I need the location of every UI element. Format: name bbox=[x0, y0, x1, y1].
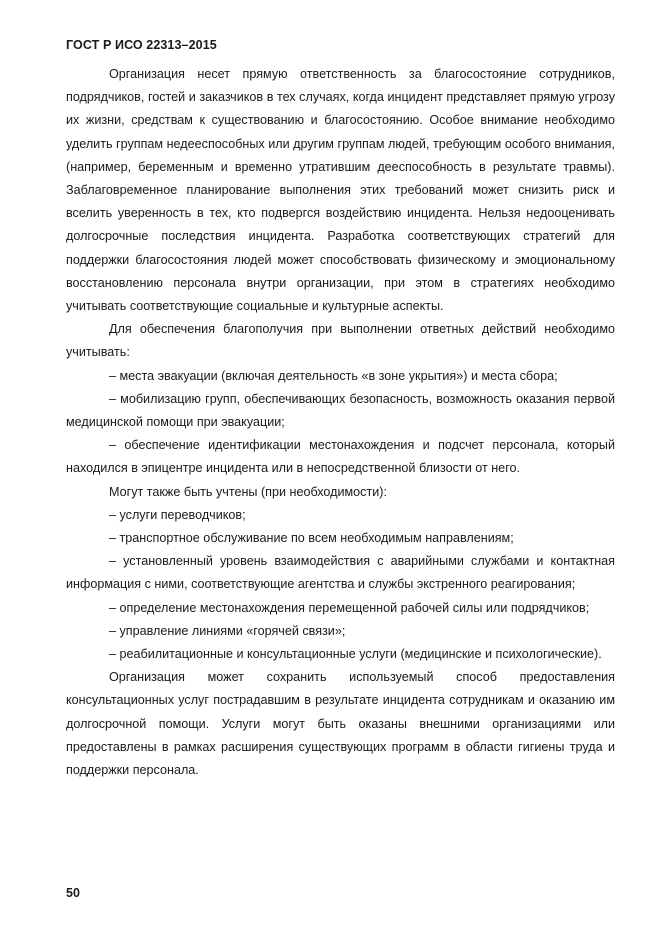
page-number: 50 bbox=[66, 886, 80, 900]
list-item-rehabilitation: – реабилитационные и консультационные услуги (медицинские и психологические). bbox=[109, 647, 602, 662]
list-item-transport: – транспортное обслуживание по всем необходимым направлениям; bbox=[109, 531, 514, 546]
document-header: ГОСТ Р ИСО 22313–2015 bbox=[66, 38, 217, 52]
list-item-evacuation: – места эвакуации (включая деятельность «в зоне укрытия») и места сбора; bbox=[109, 368, 558, 383]
list-item-mobilization: – мобилизацию групп, обеспечивающих безопасность, возможность оказания первой медицинской помощи при эвакуации; bbox=[66, 391, 615, 430]
paragraph-wellbeing-intro: Для обеспечения благополучия при выполнении ответных действий необходимо учитывать: bbox=[66, 322, 615, 360]
list-item-hotline: – управление линиями «горячей связи»; bbox=[109, 623, 346, 638]
paragraph-responsibility: Организация несет прямую ответственность за благосостояние сотрудников, подрядчиков, гостей и заказчиков в тех случаях, когда инцидент представляет прямую угрозу их жизни, средствам к существованию и благосостоянию. Особое внимание необходимо уделить группам недееспособных или другим группам людей, требующим особого внимания, (например, беременным и временно утратившим дееспособность в результате травмы). Заблаговременное планирование выполнения этих требований может снизить риск и вселить уверенность в тех, кто подвергся воздействию инцидента. Нельзя недооценивать долгосрочные последствия инцидента. Разработка соответствующих стратегий для поддержки благосостояния людей может способствовать физическому и эмоциональному восстановлению персонала внутри организации, при этом в стратегиях необходимо учитывать соответствующие социальные и культурные аспекты. bbox=[66, 67, 615, 314]
paragraph-consulting-services: Организация может сохранить используемый способ предоставления консультационных услуг пострадавшим в результате инцидента сотрудникам и оказанию им долгосрочной помощи. Услуги могут быть оказаны внешними организациями или предоставлены в рамках расширения существующих программ в области гигиены труда и поддержки персонала. bbox=[66, 670, 615, 778]
list-item-emergency-services: – установленный уровень взаимодействия с аварийными службами и контактная информация с ними, соответствующие агентства и службы экстренного реагирования; bbox=[66, 554, 615, 592]
list-item-workforce-location: – определение местонахождения перемещенной рабочей силы или подрядчиков; bbox=[109, 600, 590, 615]
list-item-identification: – обеспечение идентификации местонахождения и подсчет персонала, который находился в эпицентре инцидента или в непосредственной близости от него. bbox=[66, 438, 615, 476]
list-item-translators: – услуги переводчиков; bbox=[109, 507, 246, 522]
paragraph-also-considered: Могут также быть учтены (при необходимости): bbox=[109, 484, 387, 499]
document-body bbox=[66, 63, 615, 782]
